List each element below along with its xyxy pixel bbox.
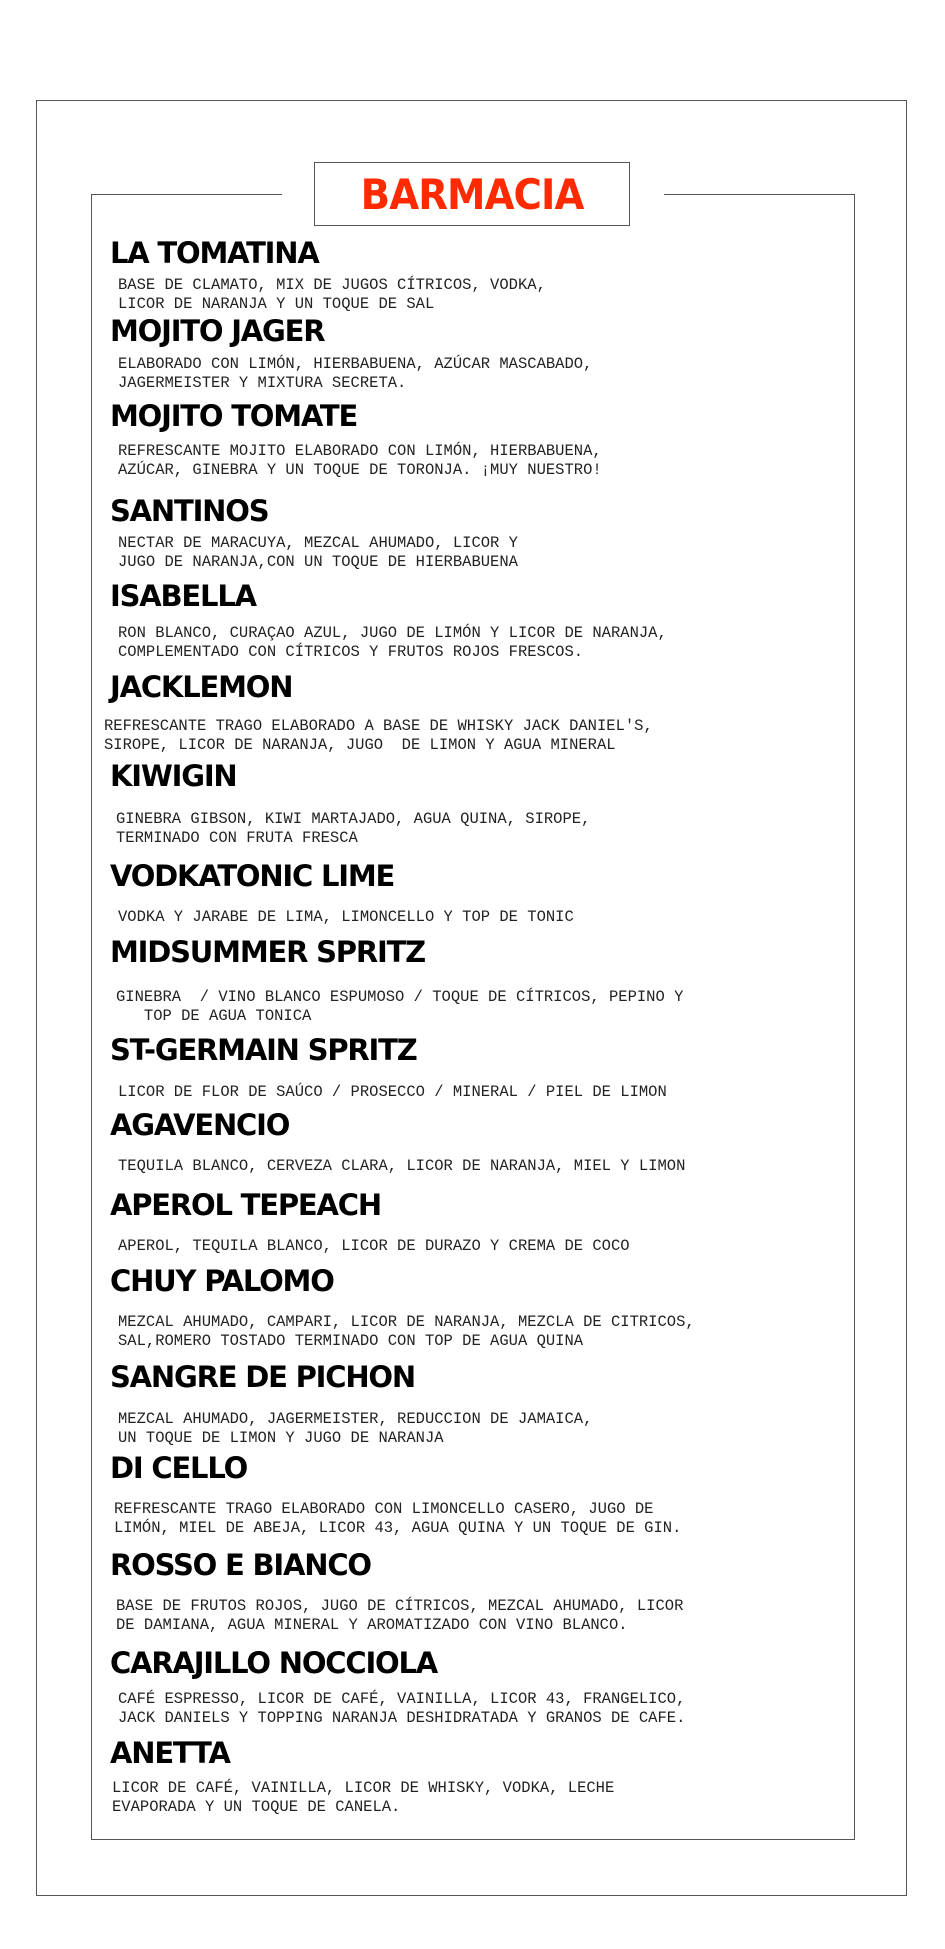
item-description: LICOR DE CAFÉ, VAINILLA, LICOR DE WHISKY, VODKA, LECHE EVAPORADA Y UN TOQUE DE CANELA. xyxy=(112,1779,615,1816)
item-name: ANETTA xyxy=(110,1736,230,1770)
item-description: ELABORADO CON LIMÓN, HIERBABUENA, AZÚCAR MASCABADO, JAGERMEISTER Y MIXTURA SECRETA. xyxy=(118,355,593,392)
item-name: ROSSO E BIANCO xyxy=(110,1548,371,1582)
item-description: MEZCAL AHUMADO, JAGERMEISTER, REDUCCION DE JAMAICA, UN TOQUE DE LIMON Y JUGO DE NARANJA xyxy=(118,1410,593,1447)
item-name: VODKATONIC LIME xyxy=(110,859,395,893)
item-description: REFRESCANTE TRAGO ELABORADO A BASE DE WHISKY JACK DANIEL'S, SIROPE, LICOR DE NARANJA, JUGO DE LIMON Y AGUA MINERAL xyxy=(104,717,653,754)
frame-top-right-line xyxy=(664,194,855,195)
item-description: GINEBRA / VINO BLANCO ESPUMOSO / TOQUE DE CÍTRICOS, PEPINO Y TOP DE AGUA TONICA xyxy=(116,988,684,1025)
item-name: ST-GERMAIN SPRITZ xyxy=(110,1033,417,1067)
item-name: SANTINOS xyxy=(110,494,269,528)
frame-top-left-line xyxy=(91,194,282,195)
item-name: KIWIGIN xyxy=(110,759,237,793)
title-box xyxy=(314,162,630,226)
item-name: LA TOMATINA xyxy=(110,236,319,270)
item-description: REFRESCANTE TRAGO ELABORADO CON LIMONCELLO CASERO, JUGO DE LIMÓN, MIEL DE ABEJA, LICOR 43, AGUA QUINA Y UN TOQUE DE GIN. xyxy=(114,1500,682,1537)
item-description: NECTAR DE MARACUYA, MEZCAL AHUMADO, LICOR Y JUGO DE NARANJA,CON UN TOQUE DE HIERBABUENA xyxy=(118,534,518,571)
item-description: RON BLANCO, CURAÇAO AZUL, JUGO DE LIMÓN Y LICOR DE NARANJA, COMPLEMENTADO CON CÍTRICOS Y FRUTOS ROJOS FRESCOS. xyxy=(118,624,667,661)
item-name: ISABELLA xyxy=(110,579,256,613)
menu-title: BARMACIA xyxy=(360,169,584,219)
item-name: MOJITO TOMATE xyxy=(110,399,358,433)
item-description: GINEBRA GIBSON, KIWI MARTAJADO, AGUA QUINA, SIROPE, TERMINADO CON FRUTA FRESCA xyxy=(116,810,591,847)
item-name: CHUY PALOMO xyxy=(110,1264,334,1298)
item-name: MIDSUMMER SPRITZ xyxy=(110,935,425,969)
item-description: REFRESCANTE MOJITO ELABORADO CON LIMÓN, HIERBABUENA, AZÚCAR, GINEBRA Y UN TOQUE DE TORONJA. ¡MUY NUESTRO! xyxy=(118,442,602,479)
item-description: APEROL, TEQUILA BLANCO, LICOR DE DURAZO Y CREMA DE COCO xyxy=(118,1237,630,1255)
item-description: CAFÉ ESPRESSO, LICOR DE CAFÉ, VAINILLA, LICOR 43, FRANGELICO, JACK DANIELS Y TOPPING NARANJA DESHIDRATADA Y GRANOS DE CAFE. xyxy=(118,1690,686,1727)
item-description: BASE DE CLAMATO, MIX DE JUGOS CÍTRICOS, VODKA, LICOR DE NARANJA Y UN TOQUE DE SAL xyxy=(118,276,546,313)
item-description: BASE DE FRUTOS ROJOS, JUGO DE CÍTRICOS, MEZCAL AHUMADO, LICOR DE DAMIANA, AGUA MINERAL Y AROMATIZADO CON VINO BLANCO. xyxy=(116,1597,684,1634)
item-name: MOJITO JAGER xyxy=(110,314,325,348)
item-name: AGAVENCIO xyxy=(110,1108,290,1142)
item-description: TEQUILA BLANCO, CERVEZA CLARA, LICOR DE NARANJA, MIEL Y LIMON xyxy=(118,1157,686,1175)
item-name: APEROL TEPEACH xyxy=(110,1188,381,1222)
item-description: MEZCAL AHUMADO, CAMPARI, LICOR DE NARANJA, MEZCLA DE CITRICOS, SAL,ROMERO TOSTADO TERMINADO CON TOP DE AGUA QUINA xyxy=(118,1313,695,1350)
item-name: DI CELLO xyxy=(110,1451,248,1485)
item-description: VODKA Y JARABE DE LIMA, LIMONCELLO Y TOP DE TONIC xyxy=(118,908,574,926)
item-name: CARAJILLO NOCCIOLA xyxy=(110,1646,438,1680)
item-name: JACKLEMON xyxy=(110,670,293,704)
item-name: SANGRE DE PICHON xyxy=(110,1360,415,1394)
item-description: LICOR DE FLOR DE SAÚCO / PROSECCO / MINERAL / PIEL DE LIMON xyxy=(118,1083,667,1101)
